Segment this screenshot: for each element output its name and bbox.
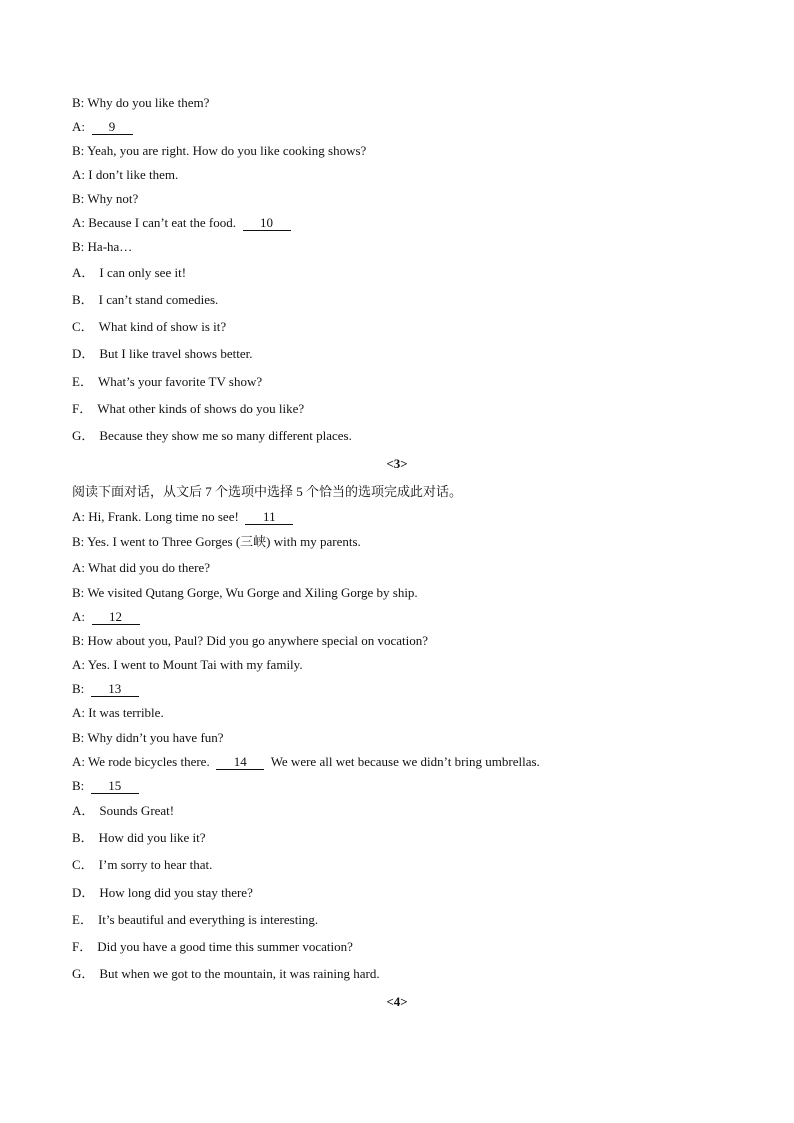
- dialogue-line: A: We rode bicycles there. 14 We were all wet because we didn’t bring umbrellas.: [72, 754, 540, 769]
- dialogue-line: B: Yes. I went to Three Gorges (三峡) with my parents.: [72, 534, 361, 549]
- option-item: D． But I like travel shows better.: [72, 346, 253, 361]
- option-item: B． I can’t stand comedies.: [72, 292, 219, 307]
- dialogue-line: B: 15: [72, 778, 139, 794]
- dialogue-line: A: What did you do there?: [72, 560, 211, 575]
- dialogue-line: B: Yeah, you are right. How do you like cooking shows?: [72, 143, 367, 158]
- answer-blank: 10: [243, 216, 291, 231]
- section-header: <3>: [386, 456, 408, 471]
- option-item: A． Sounds Great!: [72, 803, 175, 818]
- dialogue-line: B: How about you, Paul? Did you go anywhere special on vocation?: [72, 633, 428, 648]
- option-item: G． Because they show me so many different places.: [72, 428, 352, 443]
- option-item: E． What’s your favorite TV show?: [72, 374, 263, 389]
- dialogue-line: A: It was terrible.: [72, 705, 164, 720]
- answer-blank: 12: [92, 610, 140, 625]
- option-item: D． How long did you stay there?: [72, 885, 253, 900]
- dialogue-line: A: Yes. I went to Mount Tai with my family.: [72, 657, 303, 672]
- dialogue-line: A: Because I can’t eat the food. 10: [72, 215, 291, 231]
- dialogue-line: B: We visited Qutang Gorge, Wu Gorge and Xiling Gorge by ship.: [72, 585, 418, 600]
- answer-blank: 9: [92, 120, 133, 135]
- option-item: G． But when we got to the mountain, it was raining hard.: [72, 966, 380, 981]
- dialogue-line: A: 9: [72, 119, 133, 135]
- dialogue-line: B: Why do you like them?: [72, 95, 210, 110]
- option-item: F． What other kinds of shows do you like?: [72, 401, 305, 416]
- dialogue-line: B: Why not?: [72, 191, 139, 206]
- answer-blank: 15: [91, 779, 139, 794]
- section-instruction: 阅读下面对话，从文后 7 个选项中选择 5 个恰当的选项完成此对话。: [72, 484, 463, 499]
- option-item: F． Did you have a good time this summer vocation?: [72, 939, 353, 954]
- dialogue-line: B: Ha-ha…: [72, 239, 133, 254]
- option-item: C． What kind of show is it?: [72, 319, 227, 334]
- option-item: B． How did you like it?: [72, 830, 206, 845]
- answer-blank: 14: [216, 755, 264, 770]
- option-item: C． I’m sorry to hear that.: [72, 857, 213, 872]
- section-header: <4>: [386, 994, 408, 1009]
- dialogue-line: B: 13: [72, 681, 139, 697]
- option-item: A． I can only see it!: [72, 265, 187, 280]
- dialogue-line: B: Why didn’t you have fun?: [72, 730, 224, 745]
- answer-blank: 11: [245, 510, 293, 525]
- answer-blank: 13: [91, 682, 139, 697]
- dialogue-line: A: Hi, Frank. Long time no see! 11: [72, 509, 293, 525]
- dialogue-line: A: I don’t like them.: [72, 167, 179, 182]
- dialogue-line: A: 12: [72, 609, 140, 625]
- option-item: E． It’s beautiful and everything is interesting.: [72, 912, 319, 927]
